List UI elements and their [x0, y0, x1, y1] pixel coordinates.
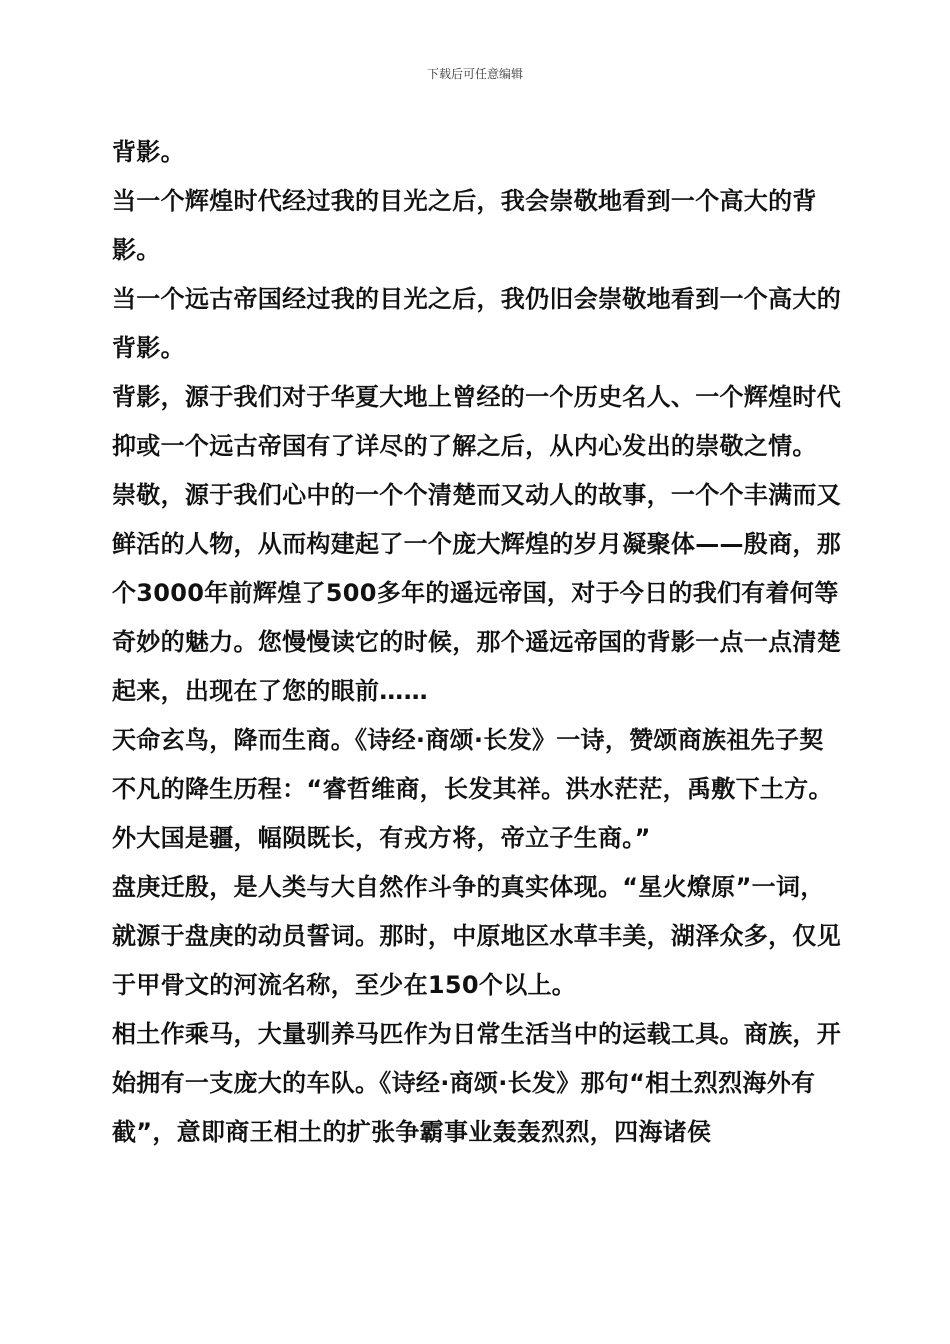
- paragraph: 当一个辉煌时代经过我的目光之后，我会崇敬地看到一个高大的背影。: [112, 187, 817, 264]
- paragraph: 天命玄鸟，降而生商。《诗经·商颂·长发》一诗，赞颂商族祖先子契不凡的降生历程：“睿哲维商，长发其祥。洪水茫茫，禹敷下土方。外大国是疆，幅陨既长，有戎方将，帝立子生商。”: [112, 726, 833, 852]
- paragraph: 相土作乘马，大量驯养马匹作为日常生活当中的运载工具。商族，开始拥有一支庞大的车队。《诗经·商颂·长发》那句“相土烈烈海外有截”，意即商王相土的扩张争霸事业轰轰烈烈，四海诸侯: [112, 1020, 841, 1146]
- paragraph: 背影，源于我们对于华夏大地上曾经的一个历史名人、一个辉煌时代抑或一个远古帝国有了详尽的了解之后，从内心发出的崇敬之情。: [112, 383, 841, 460]
- paragraph: 盘庚迁殷，是人类与大自然作斗争的真实体现。“星火燎原”一词，就源于盘庚的动员誓词。那时，中原地区水草丰美，湖泽众多，仅见于甲骨文的河流名称，至少在150个以上。: [112, 873, 841, 999]
- page-header-note: 下载后可任意编辑: [426, 67, 523, 81]
- paragraph: 当一个远古帝国经过我的目光之后，我仍旧会崇敬地看到一个高大的背影。: [112, 285, 841, 362]
- paragraph: 背影。: [112, 138, 185, 166]
- paragraph: 崇敬，源于我们心中的一个个清楚而又动人的故事，一个个丰满而又鲜活的人物，从而构建起了一个庞大辉煌的岁月凝聚体——殷商，那个3000年前辉煌了500多年的遥远帝国，对于今日的我们有着何等奇妙的魅力。您慢慢读它的时候，那个遥远帝国的背影一点一点清楚起来，出现在了您的眼前……: [112, 481, 841, 705]
- document-body: [112, 128, 847, 1157]
